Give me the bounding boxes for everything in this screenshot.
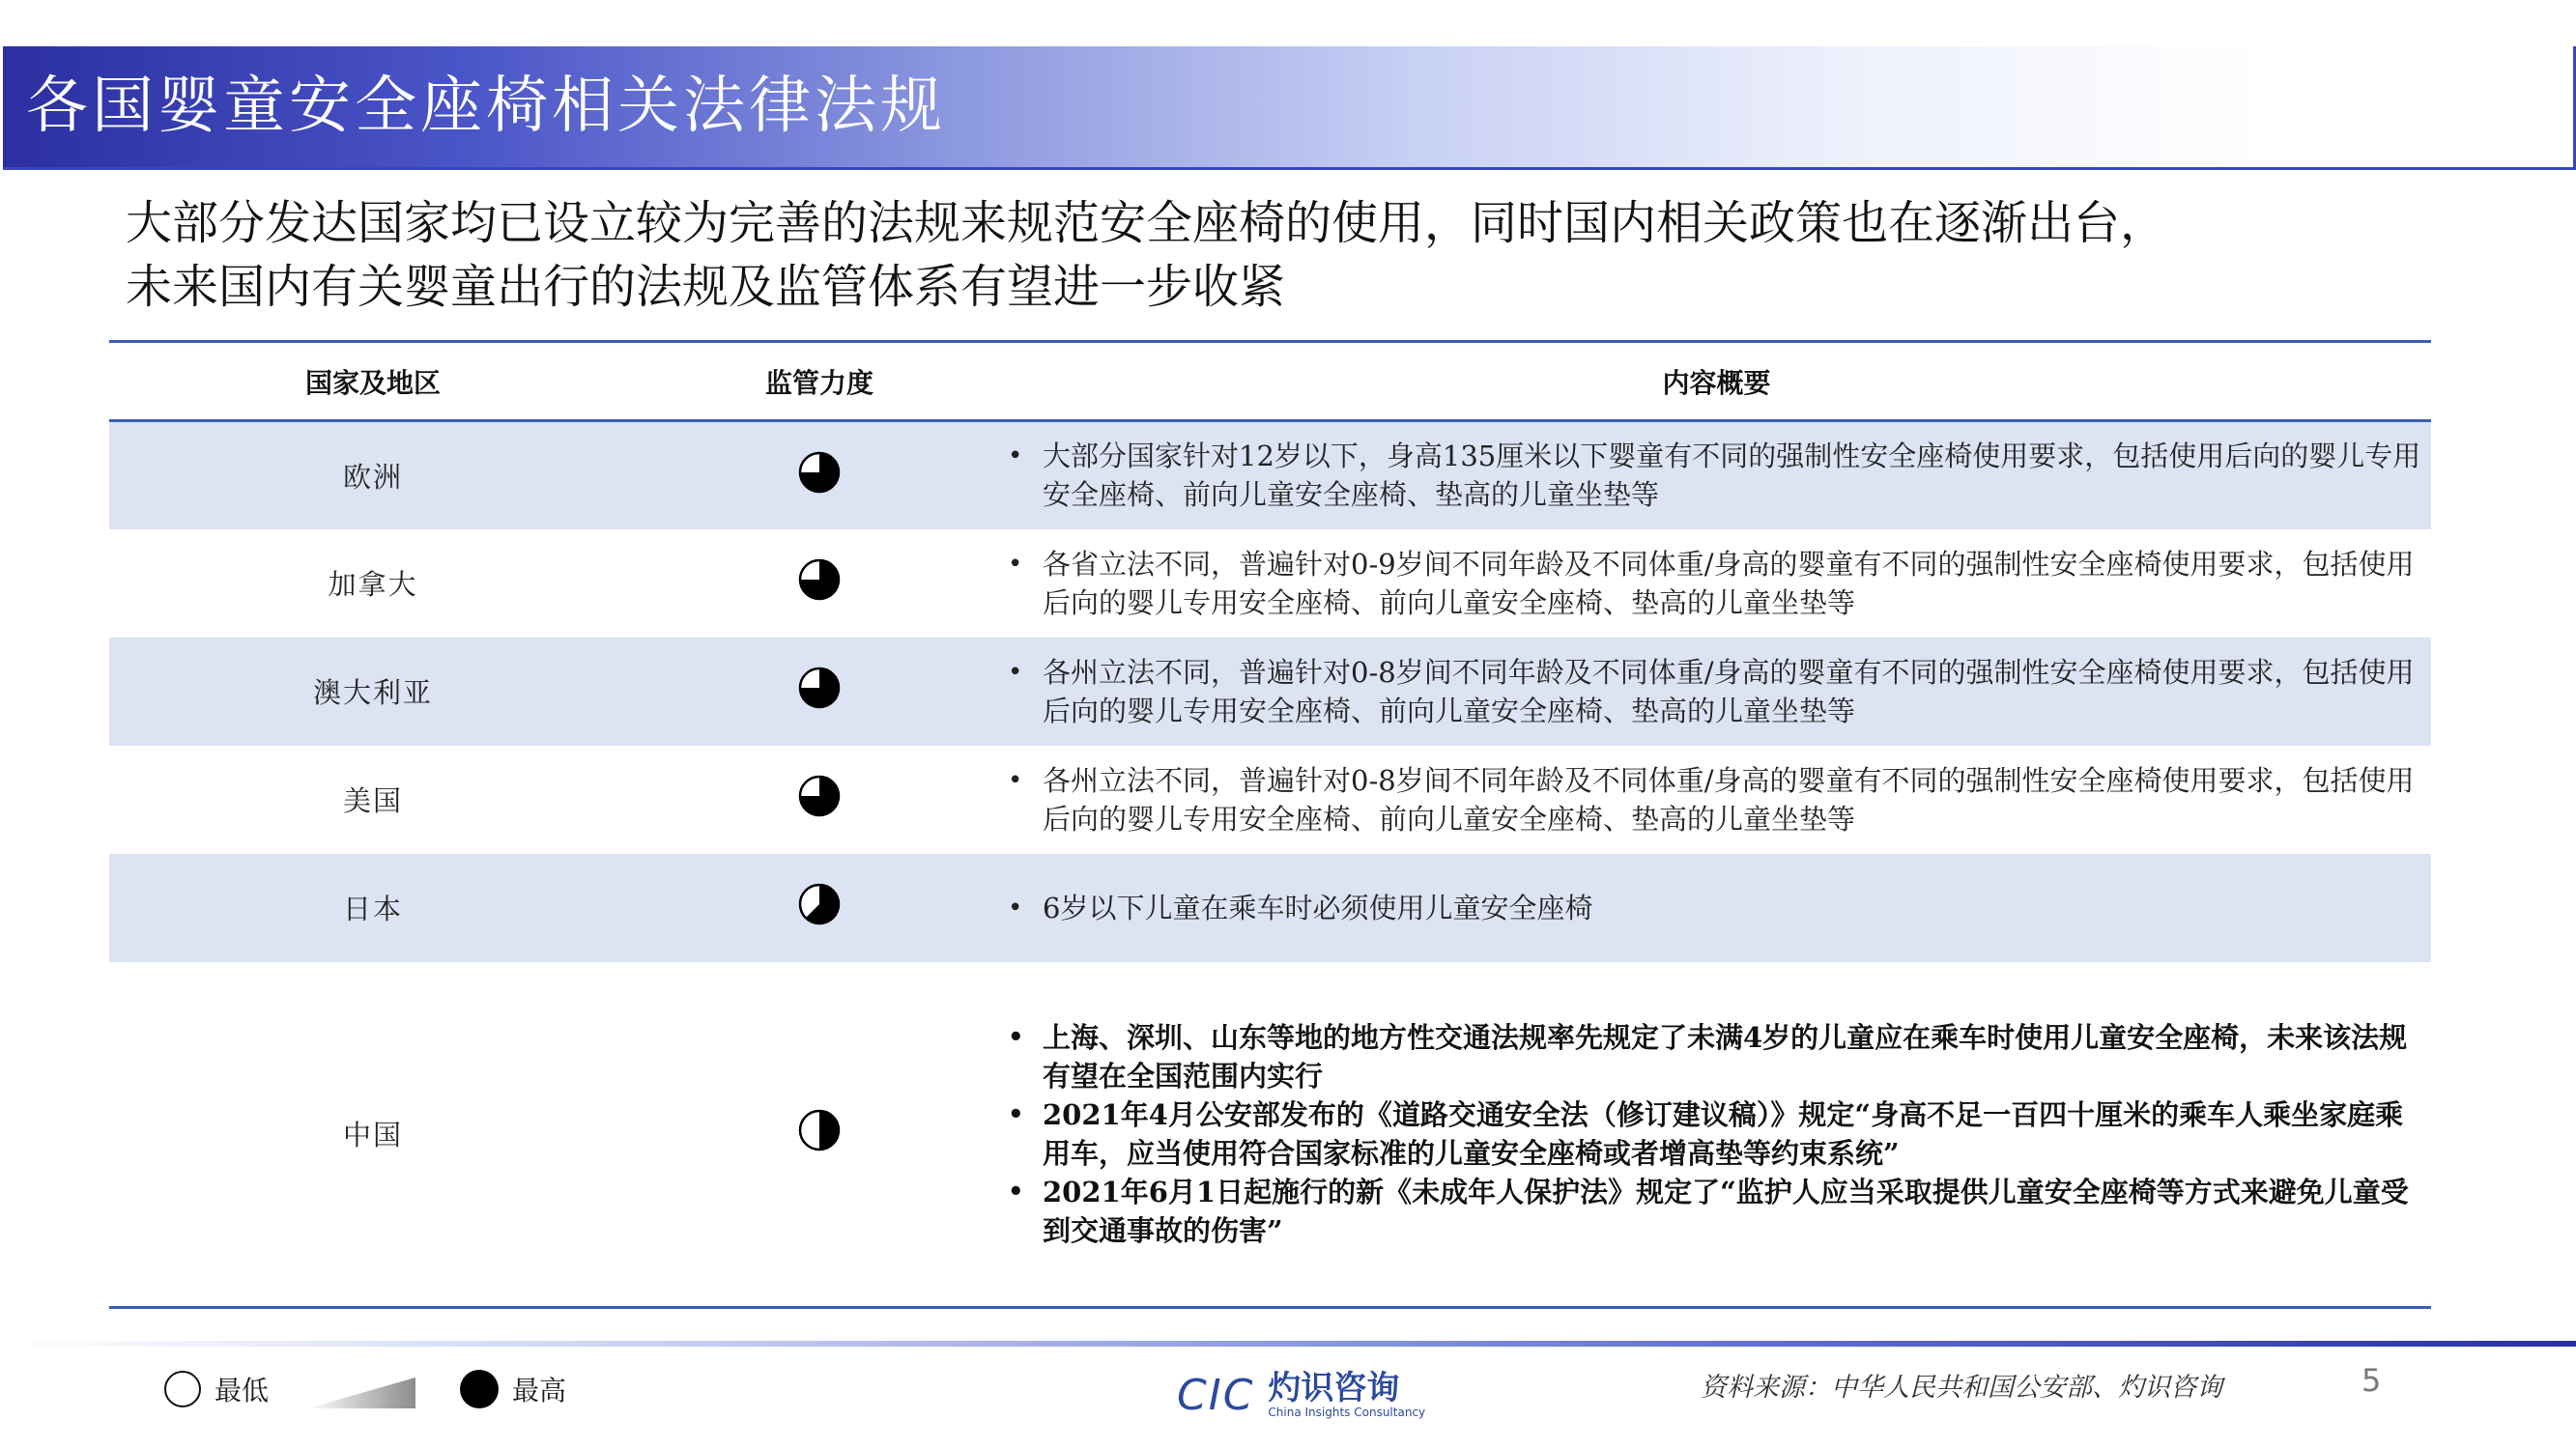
table-row: [109, 746, 2431, 854]
gradient-wedge-icon: [307, 1376, 415, 1410]
summary-cell: [1002, 746, 2431, 854]
list-item: • 大部分国家针对12岁以下，身高135厘米以下婴童有不同的强制性安全座椅使用要求，包括使用后向的婴儿专用安全座椅、前向儿童安全座椅、垫高的儿童坐垫等: [1043, 437, 2431, 514]
region-cell: 美国: [342, 784, 403, 817]
page-number: 5: [2361, 1362, 2382, 1399]
region-cell: 澳大利亚: [109, 638, 637, 746]
list-item: • 各州立法不同，普遍针对0-8岁间不同年龄及不同体重/身高的婴童有不同的强制性安全座椅使用要求，包括使用后向的婴儿专用安全座椅、前向儿童安全座椅、垫高的儿童坐垫等: [1043, 653, 2431, 730]
list-item: • 上海、深圳、山东等地的地方性交通法规率先规定了未满4岁的儿童应在乘车时使用儿童安全座椅，未来该法规有望在全国范围内实行: [1043, 1018, 2431, 1095]
summary-cell: [1002, 962, 2431, 1308]
source-note: 资料来源：中华人民共和国公安部、灼识咨询: [1701, 1373, 2222, 1403]
level-cell: [637, 638, 1002, 746]
subtitle-line-2: 未来国内有关婴童出行的法规及监管体系有望进一步收紧: [126, 260, 1286, 314]
header-summary: 内容概要: [1002, 342, 2431, 421]
harvey-ball-icon: [797, 882, 842, 926]
regulation-table: [109, 340, 2431, 1309]
empty-circle-icon: [164, 1371, 201, 1407]
legend-high: [460, 1370, 566, 1408]
region-cell: 加拿大: [328, 568, 418, 601]
region-cell: 日本: [109, 854, 637, 962]
harvey-ball-icon: [797, 666, 842, 710]
cic-logo: [1177, 1366, 1425, 1424]
subtitle-line-1: 大部分发达国家均已设立较为完善的法规来规范安全座椅的使用，同时国内相关政策也在逐渐出台，: [126, 196, 2167, 250]
summary-cell: [1002, 638, 2431, 746]
table-row: [109, 638, 2431, 746]
legend-low-label: 最低: [215, 1375, 270, 1406]
level-cell: [637, 746, 1002, 854]
level-cell: [637, 421, 1002, 529]
harvey-ball-icon: [797, 557, 842, 602]
harvey-ball-icon: [797, 774, 842, 818]
footer-divider: [0, 1341, 2576, 1347]
summary-cell: [1002, 854, 2431, 962]
harvey-ball-icon: [797, 1108, 842, 1152]
table-row: [109, 529, 2431, 638]
full-circle-icon: [460, 1370, 499, 1408]
harvey-ball-icon: [797, 450, 842, 495]
summary-cell: [1002, 421, 2431, 529]
table-header-row: [109, 342, 2431, 421]
logo-en: China Insights Consultancy: [1268, 1406, 1426, 1419]
summary-cell: [1002, 529, 2431, 638]
subtitle: [126, 191, 2503, 319]
page-title: 各国婴童安全座椅相关法律法规: [26, 71, 946, 142]
table-row: [109, 854, 2431, 962]
legend-low: [164, 1370, 269, 1408]
level-cell: [637, 962, 1002, 1308]
table-row: [109, 962, 2431, 1308]
logo-mark: CIC: [1177, 1370, 1255, 1420]
region-cell: 中国: [342, 1119, 403, 1152]
legend-high-label: 最高: [512, 1375, 567, 1406]
list-item: • 6岁以下儿童在乘车时必须使用儿童安全座椅: [1043, 889, 2431, 927]
logo-cn: 灼识咨询: [1268, 1369, 1400, 1407]
table-row: [109, 421, 2431, 529]
list-item: • 2021年4月公安部发布的《道路交通安全法（修订建议稿）》规定“身高不足一百四十厘米的乘车人乘坐家庭乘用车，应当使用符合国家标准的儿童安全座椅或者增高垫等约束系统”: [1043, 1095, 2431, 1173]
header-level: 监管力度: [637, 342, 1002, 421]
region-cell: 欧洲: [109, 421, 637, 529]
title-bar: [3, 46, 2576, 170]
list-item: • 2021年6月1日起施行的新《未成年人保护法》规定了“监护人应当采取提供儿童安全座椅等方式来避免儿童受到交通事故的伤害”: [1043, 1173, 2431, 1250]
list-item: • 各州立法不同，普遍针对0-8岁间不同年龄及不同体重/身高的婴童有不同的强制性安全座椅使用要求，包括使用后向的婴儿专用安全座椅、前向儿童安全座椅、垫高的儿童坐垫等: [1043, 761, 2431, 838]
header-region: 国家及地区: [109, 342, 637, 421]
level-cell: [637, 529, 1002, 638]
level-cell: [637, 854, 1002, 962]
list-item: • 各省立法不同，普遍针对0-9岁间不同年龄及不同体重/身高的婴童有不同的强制性安全座椅使用要求，包括使用后向的婴儿专用安全座椅、前向儿童安全座椅、垫高的儿童坐垫等: [1043, 545, 2431, 622]
